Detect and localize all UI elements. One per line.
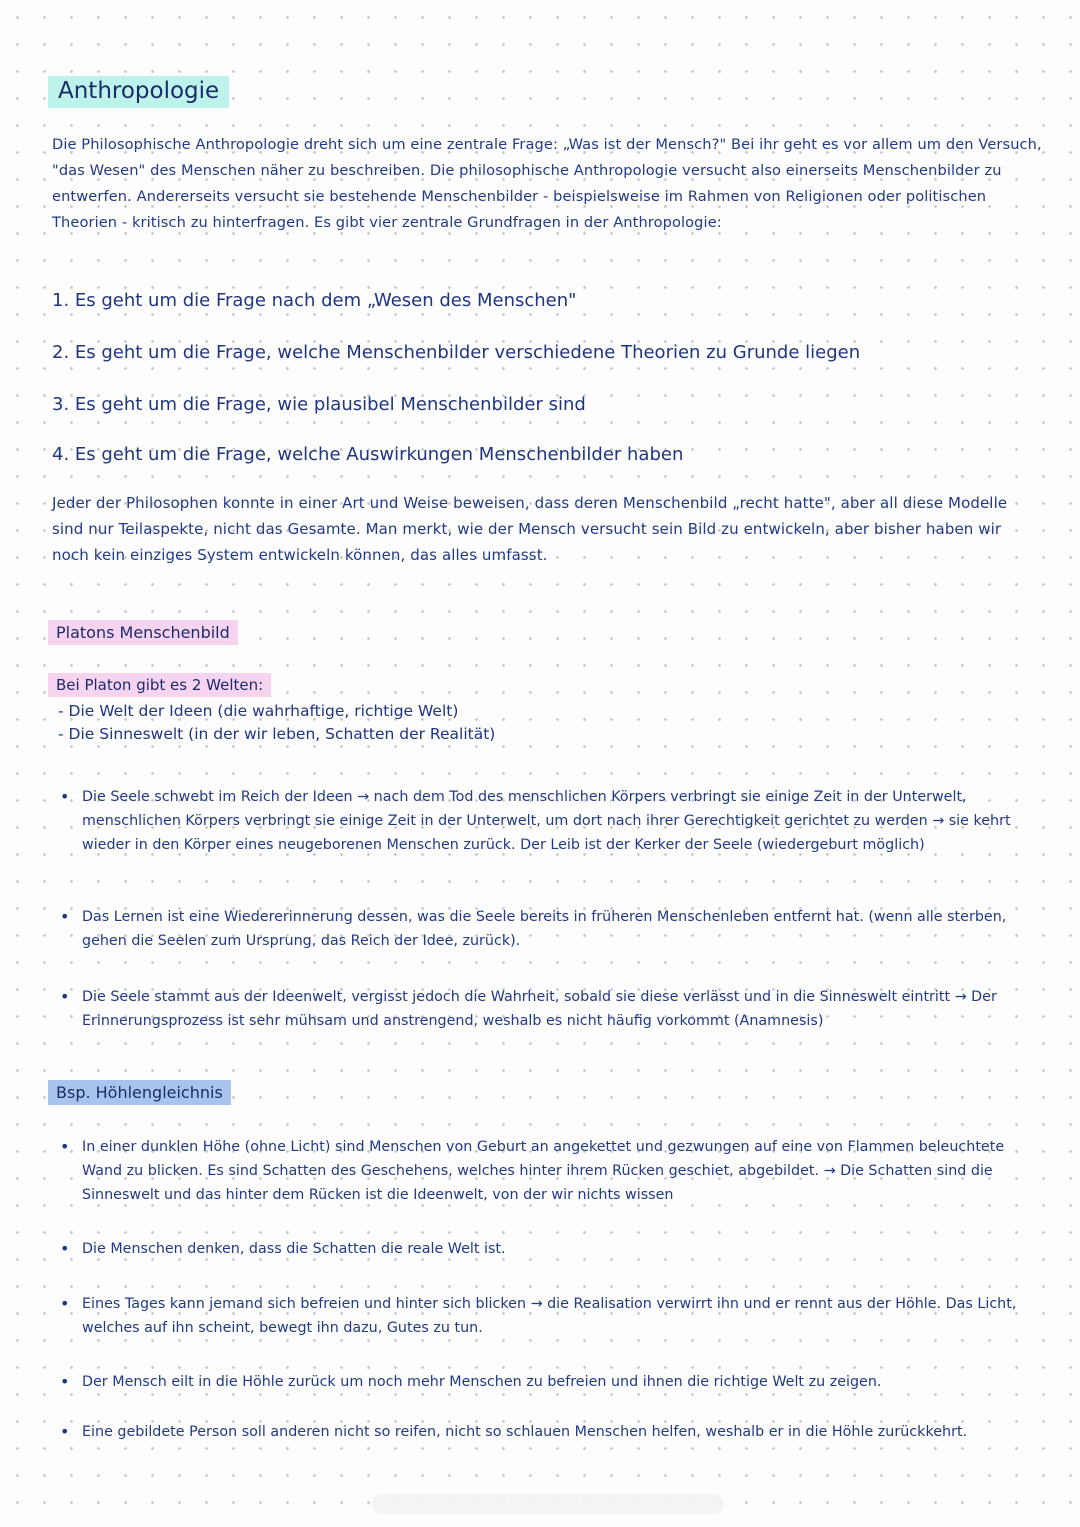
platon-point: • Die Seele stammt aus der Ideenwelt, vergisst jedoch die Wahrheit, sobald sie diese verlässt und in die Sinneswelt eintritt → Der Erinnerungsprozess ist sehr mühsam und anstrengend, weshalb es nicht häufig vorkommt (Anamnesis) <box>58 985 1038 1033</box>
section-heading-cave: Bsp. Höhlengleichnis <box>48 1080 231 1105</box>
world-item: - Die Welt der Ideen (die wahrhaftige, richtige Welt) <box>58 700 495 723</box>
cave-point: • In einer dunklen Höhe (ohne Licht) sind Menschen von Geburt an angekettet und gezwungen auf eine von Flammen beleuchtete Wand zu blicken. Es sind Schatten des Geschehens, welches hinter ihrem Rücken geschiet, abgebildet. → Die Schatten sind die Sinneswelt und das hinter dem Rücken ist die Ideenwelt, von der wir nichts wissen <box>58 1135 1038 1207</box>
subheading-two-worlds: Bei Platon gibt es 2 Welten: <box>48 673 271 697</box>
platon-point: • Das Lernen ist eine Wiedererinnerung dessen, was die Seele bereits in früheren Menschenleben entfernt hat. (wenn alle sterben, gehen die Seelen zum Ursprung, das Reich der Idee, zurück). <box>58 905 1038 953</box>
question-4: 4. Es geht um die Frage, welche Auswirkungen Menschenbilder haben <box>52 444 684 465</box>
cave-point: • Die Menschen denken, dass die Schatten die reale Welt ist. <box>58 1237 1038 1261</box>
cave-point: • Der Mensch eilt in die Höhle zurück um noch mehr Menschen zu befreien und ihnen die richtige Welt zu zeigen. <box>58 1370 1038 1394</box>
worlds-list <box>58 700 495 746</box>
world-item: - Die Sinneswelt (in der wir leben, Schatten der Realität) <box>58 723 495 746</box>
cave-point: • Eine gebildete Person soll anderen nicht so reifen, nicht so schlauen Menschen helfen, weshalb er in die Höhle zurückkehrt. <box>58 1420 1038 1444</box>
intro-paragraph: Die Philosophische Anthropologie dreht sich um eine zentrale Frage: „Was ist der Mensch?" Bei ihr geht es vor allem um den Versuch, "das Wesen" des Menschen näher zu beschreiben. Die philosophische Anthropologie versucht also einerseits Menschenbilder zu entwerfen. Andererseits versucht sie bestehende Menschenbilder - beispielsweise im Rahmen von Religionen oder politischen Theorien - kritisch zu hinterfragen. Es gibt vier zentrale Grundfragen in der Anthropologie: <box>52 136 1042 231</box>
section-heading-platon: Platons Menschenbild <box>48 620 238 645</box>
cave-point: • Eines Tages kann jemand sich befreien und hinter sich blicken → die Realisation verwirrt ihn und er rennt aus der Höhle. Das Licht, welches auf ihn scheint, bewegt ihn dazu, Gutes zu tun. <box>58 1292 1038 1340</box>
summary-paragraph: Jeder der Philosophen konnte in einer Art und Weise beweisen, dass deren Menschenbild „recht hatte", aber all diese Modelle sind nur Teilaspekte, nicht das Gesamte. Man merkt, wie der Mensch versucht sein Bild zu entwickeln, aber bisher haben wir noch kein einziges System entwickeln können, das alles umfasst. <box>52 494 1008 564</box>
platon-point: • Die Seele schwebt im Reich der Ideen → nach dem Tod des menschlichen Körpers verbringt sie einige Zeit in der Unterwelt, menschlichen Körpers verbringt sie einige Zeit in der Unterwelt, um dort nach ihrer Gerechtigkeit gerichtet zu werden → sie kehrt wieder in den Körper eines neugeborenen Menschen zurück. Der Leib ist der Kerker der Seele (wiedergeburt möglich) <box>58 785 1038 857</box>
question-2: 2. Es geht um die Frage, welche Menschenbilder verschiedene Theorien zu Grunde liegen <box>52 342 861 363</box>
section-heading-anthropologie: Anthropologie <box>48 76 229 108</box>
question-3: 3. Es geht um die Frage, wie plausibel Menschenbilder sind <box>52 394 586 415</box>
question-1: 1. Es geht um die Frage nach dem „Wesen des Menschen" <box>52 290 577 311</box>
page-footer-bar <box>372 1494 724 1514</box>
